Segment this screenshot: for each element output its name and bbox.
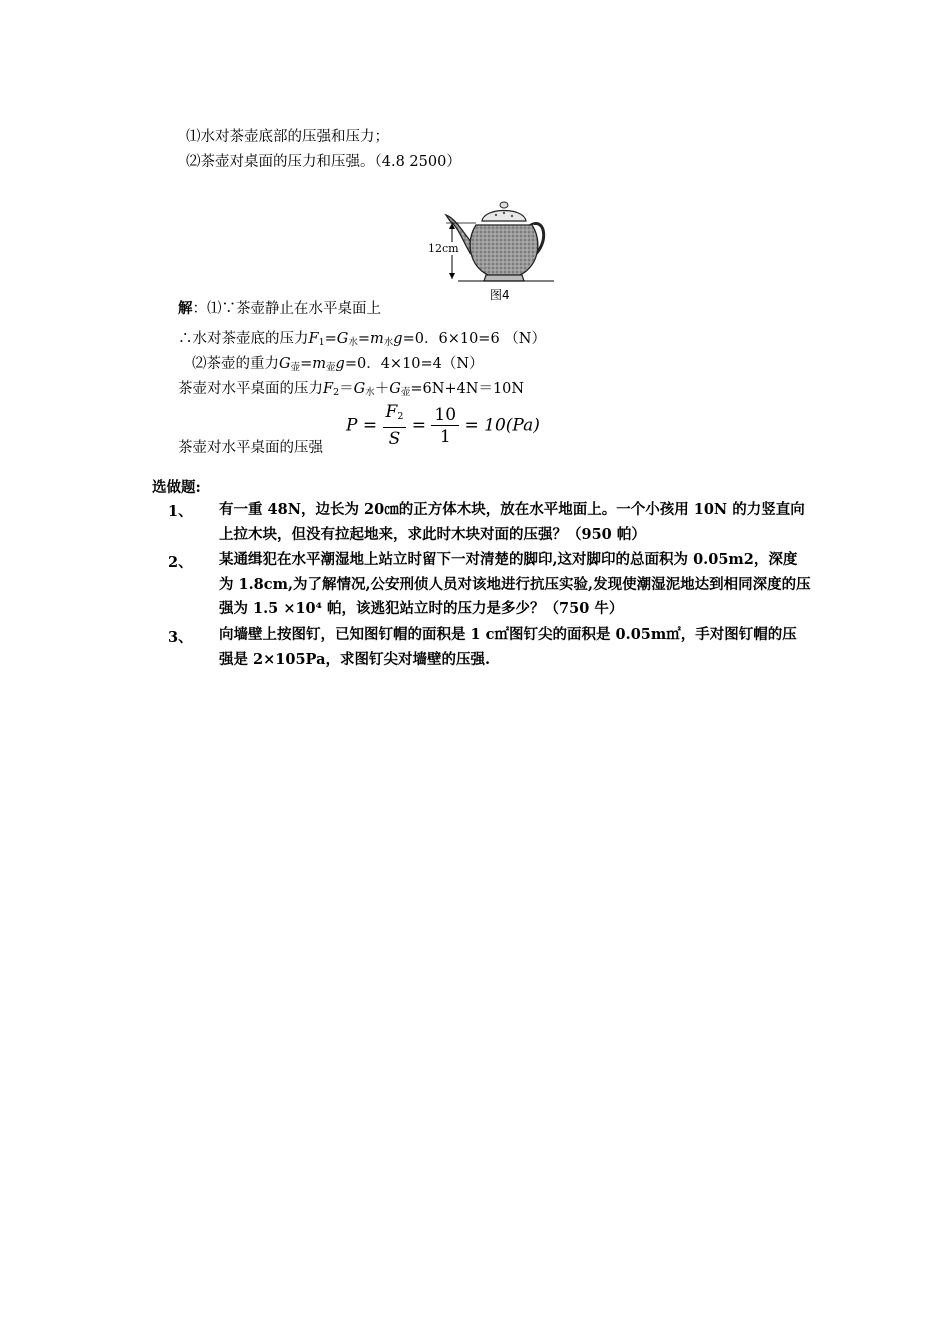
question-2: ⑵茶壶对桌面的压力和压强。（4.8 2500） [186, 154, 461, 170]
teapot-figure [424, 195, 554, 305]
var-G: G [336, 331, 349, 347]
formula-P: P [346, 415, 358, 436]
item-text: 某通缉犯在水平潮湿地上站立时留下一对清楚的脚印,这对脚印的总面积为 0.05m2，深度为 1.8cm,为了解情况,公安刑侦人员对该地进行抗压实验,发现使潮湿泥地达到相同深度的压强为 1.5 ×10⁴ 帕，该逃犯站立时的压力是多少？（750 牛） [219, 551, 811, 617]
eq-sign: = [324, 331, 337, 347]
item-number: 3、 [168, 629, 193, 646]
solution-line-2 [178, 327, 546, 348]
fraction-F2-over-S [383, 402, 407, 450]
sub-2: 2 [333, 387, 340, 398]
frac-denominator: 1 [439, 426, 451, 447]
solution-label: 解 [178, 300, 193, 317]
plus-sign: ＋ [374, 381, 390, 397]
eq-sign: = [464, 415, 479, 436]
line2-text: ∴水对茶壶底的压力 [178, 331, 309, 347]
item-number: 2、 [168, 554, 193, 571]
sub-2: 2 [397, 411, 404, 422]
sub-pot: 壶 [290, 362, 301, 373]
sub-pot: 壶 [400, 387, 411, 398]
figure-caption: 图4 [490, 288, 510, 302]
solution-line-1 [178, 297, 381, 318]
eq-sign: = [362, 415, 378, 436]
eq-sign: ＝ [339, 381, 354, 397]
solution-line-1-text: ：⑴∵茶壶静止在水平桌面上 [192, 301, 381, 317]
sub-pot: 壶 [326, 362, 336, 373]
var-g: g [393, 331, 403, 347]
line3-tail: =0．4×10=4（N） [344, 356, 484, 372]
var-m: m [312, 356, 327, 372]
solution-line-3 [192, 352, 484, 373]
var-g: g [335, 356, 345, 372]
eq-sign: = [411, 415, 427, 436]
sub-1: 1 [318, 337, 325, 348]
frac-numerator [383, 402, 407, 428]
line2-tail: =0．6×10=6 （N） [402, 331, 546, 347]
var-G: G [279, 356, 291, 372]
optional-heading: 选做题: [152, 479, 201, 496]
var-G: G [389, 381, 401, 397]
item-text: 有一重 48N，边长为 20㎝的正方体木块，放在水平地面上。一个小孩用 10N 的力竖直向上拉木块，但没有拉起地来，求此时木块对面的压强？（950 帕） [219, 501, 805, 543]
solution-line-4 [178, 377, 524, 398]
var-m: m [370, 331, 384, 347]
var-G: G [353, 381, 366, 397]
line4-text: 茶壶对水平桌面的压力 [178, 381, 323, 397]
question-1: ⑴水对茶壶底部的压强和压力； [186, 129, 389, 145]
sub-water: 水 [348, 337, 358, 348]
frac-numerator: 10 [431, 405, 459, 426]
var-F2: F [323, 381, 334, 397]
solution-line-5: 茶壶对水平桌面的压强 [178, 440, 323, 456]
sub-water: 水 [365, 387, 375, 398]
sub-water: 水 [383, 337, 394, 348]
var-F1: F [308, 331, 319, 347]
eq-sign: = [300, 356, 313, 372]
height-label: 12cm [428, 242, 459, 255]
line3-text: ⑵茶壶的重力 [192, 356, 279, 372]
pressure-formula [346, 402, 540, 450]
formula-result: 10(Pa) [484, 415, 540, 436]
line4-tail: =6N+4N＝10N [410, 381, 525, 397]
formula-F: F [385, 402, 398, 422]
fraction-10-over-1 [431, 405, 459, 448]
frac-denominator: S [388, 429, 401, 449]
eq-sign: = [357, 331, 371, 347]
item-number: 1、 [168, 503, 193, 520]
item-text: 向墙壁上按图钉，已知图钉帽的面积是 1 c㎡图钉尖的面积是 0.05m㎡，手对图钉帽的压强是 2×105Pa，求图钉尖对墙壁的压强. [219, 626, 797, 668]
